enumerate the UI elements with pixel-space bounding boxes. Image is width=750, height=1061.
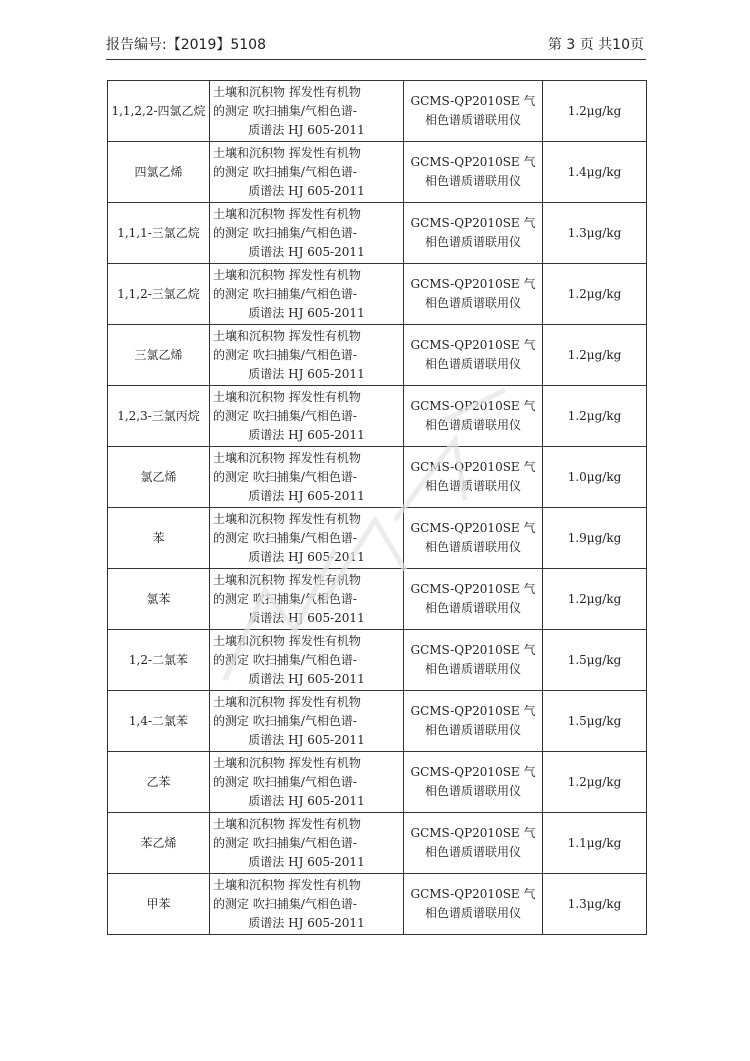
instrument-cell: [404, 386, 543, 447]
method-line: 的测定 吹扫捕集/气相色谱-: [213, 469, 357, 484]
instrument-line: GCMS-QP2010SE 气: [410, 399, 536, 413]
detection-limit-cell: 1.2μg/kg: [543, 81, 647, 142]
method-line: 土壤和沉积物 挥发性有机物: [213, 84, 361, 99]
detection-limit-cell: 1.2μg/kg: [543, 264, 647, 325]
method-line: 的测定 吹扫捕集/气相色谱-: [213, 408, 357, 423]
method-cell: [210, 264, 404, 325]
instrument-cell: [404, 447, 543, 508]
method-cell: [210, 569, 404, 630]
instrument-line: GCMS-QP2010SE 气: [410, 338, 536, 352]
instrument-cell: [404, 203, 543, 264]
instrument-line: GCMS-QP2010SE 气: [410, 216, 536, 230]
method-line: 质谱法 HJ 605-2011: [248, 244, 365, 259]
method-cell: [210, 691, 404, 752]
instrument-line: 相色谱质谱联用仪: [424, 601, 521, 615]
method-line: 土壤和沉积物 挥发性有机物: [213, 877, 361, 892]
method-cell: [210, 142, 404, 203]
compound-cell: 氯乙烯: [108, 447, 210, 508]
table-row: [108, 691, 647, 752]
method-line: 的测定 吹扫捕集/气相色谱-: [213, 347, 357, 362]
table-row: [108, 752, 647, 813]
method-line: 的测定 吹扫捕集/气相色谱-: [213, 896, 357, 911]
report-number: 报告编号:【2019】5108: [106, 37, 266, 53]
instrument-line: GCMS-QP2010SE 气: [410, 887, 536, 901]
table-row: [108, 264, 647, 325]
table-row: [108, 813, 647, 874]
method-line: 质谱法 HJ 605-2011: [248, 549, 365, 564]
detection-limit-cell: 1.3μg/kg: [543, 203, 647, 264]
table-row: [108, 386, 647, 447]
table-row: [108, 203, 647, 264]
method-line: 的测定 吹扫捕集/气相色谱-: [213, 530, 357, 545]
detection-limit-cell: 1.3μg/kg: [543, 874, 647, 935]
method-line: 质谱法 HJ 605-2011: [248, 793, 365, 808]
compound-cell: 氯苯: [108, 569, 210, 630]
detection-limit-cell: 1.2μg/kg: [543, 386, 647, 447]
instrument-line: GCMS-QP2010SE 气: [410, 94, 536, 108]
method-line: 土壤和沉积物 挥发性有机物: [213, 694, 361, 709]
method-line: 的测定 吹扫捕集/气相色谱-: [213, 652, 357, 667]
instrument-line: 相色谱质谱联用仪: [424, 418, 521, 432]
instrument-line: GCMS-QP2010SE 气: [410, 277, 536, 291]
method-line: 土壤和沉积物 挥发性有机物: [213, 450, 361, 465]
compound-cell: 1,2,3-三氯丙烷: [108, 386, 210, 447]
method-line: 质谱法 HJ 605-2011: [248, 305, 365, 320]
detection-limit-cell: 1.1μg/kg: [543, 813, 647, 874]
detection-limit-cell: 1.2μg/kg: [543, 752, 647, 813]
page-header: [106, 34, 644, 58]
compound-cell: 1,4-二氯苯: [108, 691, 210, 752]
method-line: 的测定 吹扫捕集/气相色谱-: [213, 774, 357, 789]
method-cell: [210, 508, 404, 569]
method-line: 的测定 吹扫捕集/气相色谱-: [213, 164, 357, 179]
method-line: 土壤和沉积物 挥发性有机物: [213, 389, 361, 404]
detection-limit-cell: 1.5μg/kg: [543, 630, 647, 691]
instrument-cell: [404, 752, 543, 813]
compound-cell: 四氯乙烯: [108, 142, 210, 203]
compound-cell: 甲苯: [108, 874, 210, 935]
compound-cell: 1,1,2,2-四氯乙烷: [108, 81, 210, 142]
method-line: 质谱法 HJ 605-2011: [248, 732, 365, 747]
instrument-cell: [404, 325, 543, 386]
page-info: 第 3 页 共10页: [547, 37, 644, 53]
header-divider: [106, 59, 646, 60]
instrument-line: 相色谱质谱联用仪: [424, 906, 521, 920]
instrument-cell: [404, 142, 543, 203]
method-cell: [210, 813, 404, 874]
method-line: 的测定 吹扫捕集/气相色谱-: [213, 225, 357, 240]
method-cell: [210, 874, 404, 935]
instrument-line: GCMS-QP2010SE 气: [410, 765, 536, 779]
method-line: 土壤和沉积物 挥发性有机物: [213, 816, 361, 831]
method-line: 质谱法 HJ 605-2011: [248, 854, 365, 869]
method-line: 土壤和沉积物 挥发性有机物: [213, 328, 361, 343]
method-line: 土壤和沉积物 挥发性有机物: [213, 206, 361, 221]
method-line: 质谱法 HJ 605-2011: [248, 488, 365, 503]
method-line: 的测定 吹扫捕集/气相色谱-: [213, 835, 357, 850]
compound-cell: 1,1,1-三氯乙烷: [108, 203, 210, 264]
instrument-cell: [404, 264, 543, 325]
instrument-cell: [404, 569, 543, 630]
instrument-line: 相色谱质谱联用仪: [424, 540, 521, 554]
instrument-line: GCMS-QP2010SE 气: [410, 460, 536, 474]
instrument-line: GCMS-QP2010SE 气: [410, 155, 536, 169]
compound-cell: 1,2-二氯苯: [108, 630, 210, 691]
method-cell: [210, 203, 404, 264]
instrument-line: GCMS-QP2010SE 气: [410, 643, 536, 657]
instrument-cell: [404, 630, 543, 691]
method-line: 土壤和沉积物 挥发性有机物: [213, 511, 361, 526]
compound-cell: 乙苯: [108, 752, 210, 813]
method-line: 的测定 吹扫捕集/气相色谱-: [213, 591, 357, 606]
compound-cell: 三氯乙烯: [108, 325, 210, 386]
instrument-line: 相色谱质谱联用仪: [424, 479, 521, 493]
method-cell: [210, 81, 404, 142]
method-line: 的测定 吹扫捕集/气相色谱-: [213, 286, 357, 301]
detection-limit-cell: 1.2μg/kg: [543, 325, 647, 386]
table-row: [108, 630, 647, 691]
detection-limit-cell: 1.2μg/kg: [543, 569, 647, 630]
method-line: 质谱法 HJ 605-2011: [248, 366, 365, 381]
instrument-cell: [404, 874, 543, 935]
method-line: 质谱法 HJ 605-2011: [248, 671, 365, 686]
instrument-line: 相色谱质谱联用仪: [424, 296, 521, 310]
table-row: [108, 569, 647, 630]
instrument-line: 相色谱质谱联用仪: [424, 113, 521, 127]
instrument-cell: [404, 81, 543, 142]
method-cell: [210, 325, 404, 386]
method-line: 质谱法 HJ 605-2011: [248, 122, 365, 137]
instrument-line: GCMS-QP2010SE 气: [410, 582, 536, 596]
table-row: [108, 142, 647, 203]
instrument-cell: [404, 508, 543, 569]
method-line: 质谱法 HJ 605-2011: [248, 183, 365, 198]
compound-cell: 苯乙烯: [108, 813, 210, 874]
instrument-line: 相色谱质谱联用仪: [424, 784, 521, 798]
table-row: [108, 447, 647, 508]
method-line: 土壤和沉积物 挥发性有机物: [213, 633, 361, 648]
instrument-line: 相色谱质谱联用仪: [424, 357, 521, 371]
detection-limit-cell: 1.4μg/kg: [543, 142, 647, 203]
instrument-line: 相色谱质谱联用仪: [424, 662, 521, 676]
method-cell: [210, 752, 404, 813]
method-cell: [210, 386, 404, 447]
table-row: [108, 81, 647, 142]
table-row: [108, 508, 647, 569]
instrument-line: 相色谱质谱联用仪: [424, 723, 521, 737]
instrument-cell: [404, 691, 543, 752]
method-line: 质谱法 HJ 605-2011: [248, 915, 365, 930]
table-row: [108, 874, 647, 935]
instrument-line: GCMS-QP2010SE 气: [410, 704, 536, 718]
method-line: 质谱法 HJ 605-2011: [248, 610, 365, 625]
instrument-cell: [404, 813, 543, 874]
instrument-line: 相色谱质谱联用仪: [424, 845, 521, 859]
method-line: 土壤和沉积物 挥发性有机物: [213, 267, 361, 282]
instrument-line: GCMS-QP2010SE 气: [410, 521, 536, 535]
method-line: 质谱法 HJ 605-2011: [248, 427, 365, 442]
method-line: 土壤和沉积物 挥发性有机物: [213, 145, 361, 160]
method-line: 的测定 吹扫捕集/气相色谱-: [213, 103, 357, 118]
method-line: 土壤和沉积物 挥发性有机物: [213, 572, 361, 587]
detection-limit-cell: 1.0μg/kg: [543, 447, 647, 508]
instrument-line: GCMS-QP2010SE 气: [410, 826, 536, 840]
method-cell: [210, 447, 404, 508]
instrument-line: 相色谱质谱联用仪: [424, 235, 521, 249]
detection-limit-cell: 1.9μg/kg: [543, 508, 647, 569]
method-line: 土壤和沉积物 挥发性有机物: [213, 755, 361, 770]
detection-limit-table: [107, 80, 647, 935]
instrument-line: 相色谱质谱联用仪: [424, 174, 521, 188]
compound-cell: 1,1,2-三氯乙烷: [108, 264, 210, 325]
compound-cell: 苯: [108, 508, 210, 569]
method-cell: [210, 630, 404, 691]
table-row: [108, 325, 647, 386]
method-line: 的测定 吹扫捕集/气相色谱-: [213, 713, 357, 728]
detection-limit-cell: 1.5μg/kg: [543, 691, 647, 752]
